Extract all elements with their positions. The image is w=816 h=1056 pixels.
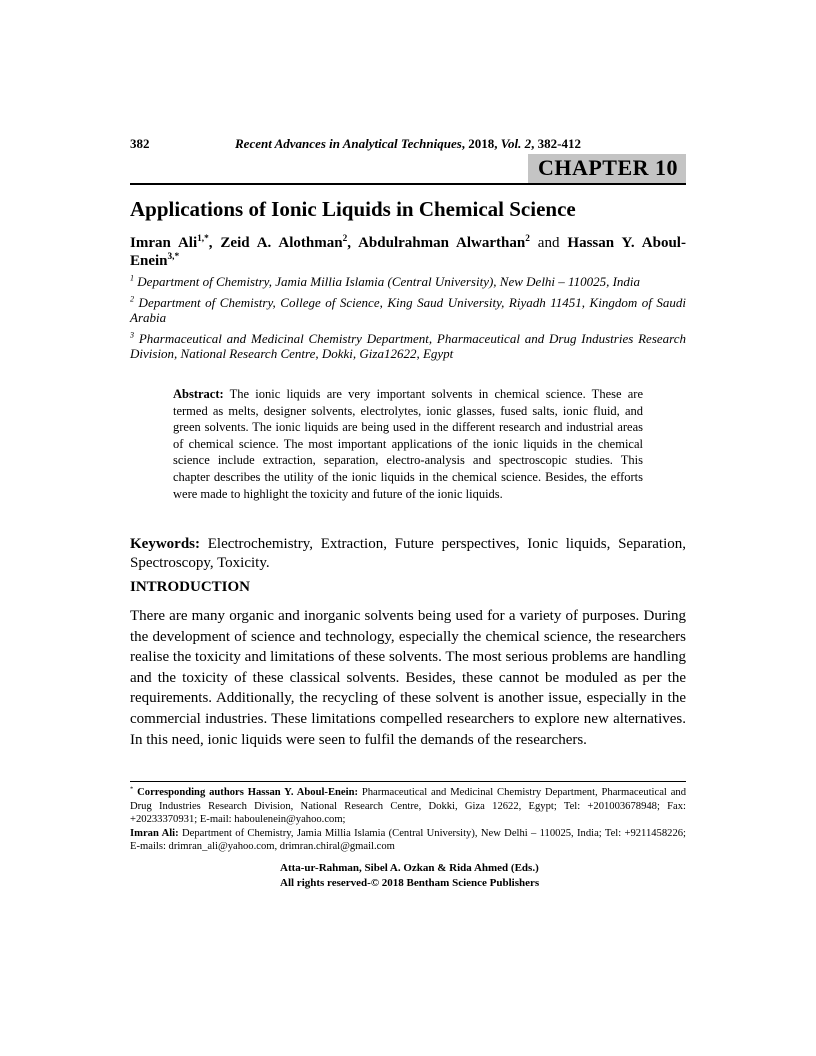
affiliation-3-superscript: 3 — [130, 330, 135, 340]
running-head-title: Recent Advances in Analytical Techniques — [235, 136, 462, 151]
affiliation-3-text: Pharmaceutical and Medicinal Chemistry Department, Pharmaceutical and Drug Industries Research Division, National Research Centre, Dokki, Giza12622, Egypt — [130, 330, 686, 361]
affiliation-3 — [130, 331, 686, 362]
affiliations — [130, 274, 686, 367]
page-number: 382 — [130, 136, 150, 151]
author-3: Abdulrahman Alwarthan — [358, 235, 526, 251]
publisher-credit — [280, 861, 700, 890]
editors-line: Atta-ur-Rahman, Sibel A. Ozkan & Rida Ahmed (Eds.) — [280, 862, 539, 874]
footnote-entry-corresponding — [130, 786, 686, 827]
running-head-year: , 2018, — [461, 136, 501, 151]
keywords-label: Keywords: — [130, 536, 200, 552]
running-head-pages: , 382-412 — [531, 136, 581, 151]
author-line — [130, 235, 686, 270]
footnote-block — [130, 786, 686, 854]
running-header — [130, 136, 686, 152]
footnote-imran-ali-text: Department of Chemistry, Jamia Millia Islamia (Central University), New Delhi – 110025, India; Tel: +9211458226; E-mails: drimran_ali@yahoo.com, drimran.chiral@gmail.com — [130, 827, 686, 853]
author-4: Hassan Y. Aboul-Enein — [130, 235, 686, 269]
footnote-entry-imran-ali — [130, 827, 686, 854]
affiliation-2-text: Department of Chemistry, College of Science, King Saud University, Riyadh 11451, Kingdom of Saudi Arabia — [130, 294, 686, 325]
author-conjunction: and — [529, 235, 568, 251]
chapter-banner — [130, 154, 686, 185]
affiliation-1-text: Department of Chemistry, Jamia Millia Islamia (Central University), New Delhi – 110025, India — [134, 274, 641, 289]
affiliation-1 — [130, 274, 686, 290]
author-4-superscript: 3,* — [167, 251, 180, 262]
keywords-text: Electrochemistry, Extraction, Future perspectives, Ionic liquids, Separation, Spectroscopy, Toxicity. — [130, 536, 686, 571]
article-title: Applications of Ionic Liquids in Chemical Science — [130, 197, 576, 221]
author-1: Imran Ali — [130, 235, 198, 251]
author-3-superscript: 2 — [525, 234, 530, 244]
author-2: Zeid A. Alothman — [220, 235, 343, 251]
author-1-superscript: 1,* — [197, 234, 209, 244]
running-head-volume: Vol. 2 — [500, 136, 532, 151]
rights-line: All rights reserved-© 2018 Bentham Science Publishers — [280, 876, 540, 889]
footnote-imran-ali-label: Imran Ali: — [130, 827, 179, 839]
introduction-paragraph: There are many organic and inorganic solvents being used for a variety of purposes. During the development of science and technology, especially the chemical science, the researchers realise the toxicity and limitations of these solvents. The most serious problems are handling and the toxicity of these classical solvents. Besides, these cannot be moduled as per the requirements. Additionally, the recycling of these solvent is another issue, especially in the commercial industries. These limitations compelled researchers to explore new alternatives. In this need, ionic liquids were seen to fulfil the demands of the researchers. — [130, 608, 686, 748]
abstract-text: The ionic liquids are very important solvents in chemical science. These are termed as melts, designer solvents, electrolytes, ionic glasses, fused salts, ionic fluid, and green solvents. The ionic liquids are being used in the different research and industrial areas of chemical science. The most important applications of the ionic liquids in the chemical science include extraction, separation, electro-analysis and spectroscopic studies. This chapter describes the utility of the ionic liquids in the chemical science. Besides, the efforts were made to highlight the toxicity and future of the ionic liquids. — [173, 387, 643, 501]
footnote-divider — [130, 781, 686, 782]
footnote-marker: * — [130, 785, 134, 793]
author-2-superscript: 2 — [342, 234, 348, 244]
section-heading-introduction: INTRODUCTION — [130, 579, 251, 595]
footnote-corresponding-text: Pharmaceutical and Medicinal Chemistry Department, Pharmaceutical and Drug Industries Research Division, National Research Centre, Dokki, Giza 12622, Egypt; Tel: +201003678948; Fax: +20233370931; E-mail: haboulenein@yahoo.com; — [130, 787, 687, 826]
affiliation-1-superscript: 1 — [130, 273, 135, 283]
affiliation-2 — [130, 295, 686, 326]
keywords-line — [130, 535, 686, 572]
affiliation-2-superscript: 2 — [130, 294, 135, 304]
abstract-block — [173, 386, 643, 502]
running-head — [130, 136, 686, 152]
author-separator: , — [347, 235, 359, 251]
chapter-label: CHAPTER 10 — [528, 154, 686, 183]
author-separator: , — [208, 235, 221, 251]
footnote-corresponding-label: Corresponding authors Hassan Y. Aboul-Enein: — [133, 787, 358, 798]
abstract-label: Abstract: — [173, 387, 224, 401]
